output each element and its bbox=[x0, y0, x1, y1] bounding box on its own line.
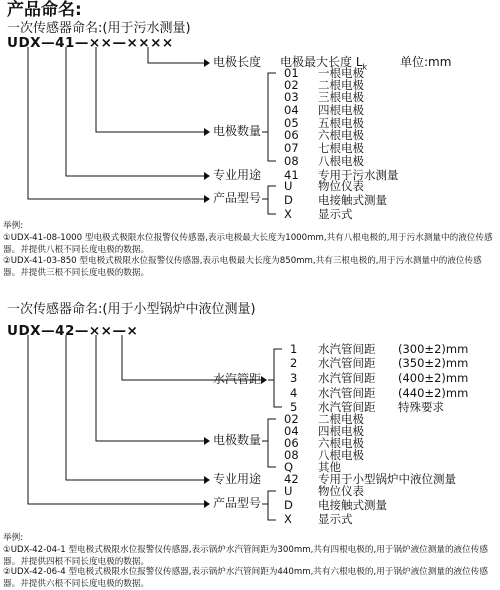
pitch-label: 水汽管距 bbox=[213, 372, 262, 386]
count-arrow bbox=[204, 128, 210, 136]
model-bracket bbox=[268, 186, 276, 214]
count-code: 01 bbox=[284, 66, 299, 80]
pitch-name: 水汽管间距 bbox=[318, 400, 376, 414]
model-code: U bbox=[284, 179, 293, 193]
count-name: 六根电极 bbox=[318, 436, 364, 450]
count-name: 其他 bbox=[318, 460, 341, 474]
model-code: U bbox=[284, 484, 293, 498]
pitch-arrow bbox=[261, 376, 267, 384]
pitch-name: 水汽管间距 bbox=[318, 342, 376, 356]
model2-connector bbox=[28, 335, 205, 504]
count2-connector bbox=[96, 335, 205, 441]
pitch-value: (400±2)mm bbox=[398, 371, 469, 385]
length-subscript: k bbox=[362, 62, 368, 72]
pitch-value: (300±2)mm bbox=[398, 342, 469, 356]
count2-arrow bbox=[204, 437, 210, 445]
pitch-value: (350±2)mm bbox=[398, 356, 469, 370]
count-code: 04 bbox=[284, 424, 299, 438]
usage2-connector bbox=[66, 335, 205, 480]
count-name: 五根电极 bbox=[318, 116, 364, 130]
model-code: X bbox=[284, 207, 292, 221]
usage-label: 专业用途 bbox=[213, 168, 262, 182]
pitch-code: 3 bbox=[290, 371, 298, 385]
count-name: 八根电极 bbox=[318, 448, 364, 462]
usage-label: 专业用途 bbox=[213, 472, 262, 486]
section2-code bbox=[7, 325, 138, 339]
page-title: 产品命名: bbox=[7, 0, 82, 20]
count-code: 06 bbox=[284, 436, 299, 450]
model-arrow bbox=[204, 195, 210, 203]
length-arrow bbox=[204, 59, 210, 67]
model-name: 显示式 bbox=[318, 512, 353, 526]
pitch-code: 5 bbox=[290, 400, 298, 414]
count-bracket bbox=[268, 73, 276, 161]
model-name: 显示式 bbox=[318, 207, 353, 221]
count-code: 04 bbox=[284, 103, 299, 117]
count-name: 八根电极 bbox=[318, 154, 364, 168]
count-name: 四根电极 bbox=[318, 103, 364, 117]
count-code: 02 bbox=[284, 78, 299, 92]
model2-arrow bbox=[204, 500, 210, 508]
count-name: 二根电极 bbox=[318, 78, 364, 92]
count-code: 07 bbox=[284, 141, 299, 155]
model-code: D bbox=[284, 193, 293, 207]
model-label: 产品型号 bbox=[213, 496, 262, 510]
section1-code bbox=[7, 37, 174, 51]
pitch-name: 水汽管间距 bbox=[318, 371, 376, 385]
pitch-value: (440±2)mm bbox=[398, 386, 469, 400]
model-code: D bbox=[284, 498, 293, 512]
code-prefix: UDX bbox=[7, 35, 42, 51]
count-name: 三根电极 bbox=[318, 90, 364, 104]
count-connector bbox=[96, 47, 205, 132]
pitch-code: 2 bbox=[290, 356, 298, 370]
code-usage: —41— bbox=[41, 35, 89, 51]
pitch-bracket bbox=[274, 349, 282, 407]
count2-bracket bbox=[268, 419, 276, 467]
count-name: 二根电极 bbox=[318, 412, 364, 426]
count-code: 08 bbox=[284, 448, 299, 462]
count-code: 03 bbox=[284, 90, 299, 104]
model-label: 产品型号 bbox=[213, 191, 262, 205]
model-code: X bbox=[284, 512, 292, 526]
count-code: 08 bbox=[284, 154, 299, 168]
notes-title: 举例: bbox=[3, 221, 24, 231]
code-suffix: ××—× bbox=[88, 323, 139, 339]
count-name: 四根电极 bbox=[318, 424, 364, 438]
length-label: 电极长度 bbox=[213, 55, 262, 69]
example-note: ②UDX-41-03-850 型电极式极限水位报警仪传感器,表示电极最大长度为850mm,共有三根电极的,用于污水测量中的液位传感器。并提供三根不同长度电极的数据。 bbox=[3, 256, 482, 278]
pitch-name: 水汽管间距 bbox=[318, 356, 376, 370]
count-code: Q bbox=[284, 460, 294, 474]
count-code: 06 bbox=[284, 128, 299, 142]
example-note: ②UDX-42-06-4 型电极式极限水位报警仪传感器,表示锅炉水汽管间距为440mm,共有六根电极的,用于锅炉液位测量的液位传感器。并提供六根不同长度电极的数据。 bbox=[3, 567, 488, 589]
max-length-label: 电极最大长度 $L_k$ bbox=[280, 55, 368, 72]
pitch-value: 特殊要求 bbox=[398, 400, 444, 414]
code-usage: —42— bbox=[41, 323, 89, 339]
code-prefix: UDX bbox=[7, 323, 42, 339]
count-code: 02 bbox=[284, 412, 299, 426]
usage-arrow bbox=[204, 172, 210, 180]
section1-heading: 一次传感器命名:(用于污水测量) bbox=[7, 21, 191, 36]
count-name: 七根电极 bbox=[318, 141, 364, 155]
model-name: 物位仪表 bbox=[318, 179, 364, 193]
section2-heading: 一次传感器命名:(用于小型锅炉中液位测量) bbox=[7, 302, 256, 317]
count-code: 05 bbox=[284, 116, 299, 130]
usage-text: 专用于小型锅炉中液位测量 bbox=[318, 472, 456, 486]
example-note: ①UDX-41-08-1000 型电极式极限水位报警仪传感器,表示电极最大长度为1000mm,共有八根电极的,用于污水测量中的液位传感器。并提供八根不同长度电极的数据。 bbox=[3, 233, 493, 255]
electrode-count-label: 电极数量 bbox=[213, 124, 262, 138]
pitch-code: 1 bbox=[290, 342, 298, 356]
pitch-code: 4 bbox=[290, 386, 298, 400]
count-name: 一根电极 bbox=[318, 66, 364, 80]
electrode-count-label: 电极数量 bbox=[213, 433, 262, 447]
usage-text: 专用于污水测量 bbox=[318, 168, 399, 182]
example-note: ①UDX-42-04-1 型电极式极限水位报警仪传感器,表示锅炉水汽管间距为300mm,共有四根电极的,用于锅炉液位测量的液位传感器。并提供四根不同长度电极的数据。 bbox=[3, 545, 488, 567]
model-name: 电接触式测量 bbox=[318, 193, 387, 207]
usage2-arrow bbox=[204, 476, 210, 484]
model-name: 物位仪表 bbox=[318, 484, 364, 498]
length-unit: 单位:mm bbox=[400, 55, 452, 69]
pitch-name: 水汽管间距 bbox=[318, 386, 376, 400]
notes-title: 举例: bbox=[3, 533, 24, 543]
model-name: 电接触式测量 bbox=[318, 498, 387, 512]
model2-bracket bbox=[268, 491, 276, 520]
usage-connector bbox=[66, 47, 205, 176]
count-name: 六根电极 bbox=[318, 128, 364, 142]
usage-code: 42 bbox=[284, 472, 299, 486]
code-suffix: ××—×××× bbox=[88, 35, 174, 51]
usage-code: 41 bbox=[284, 168, 299, 182]
